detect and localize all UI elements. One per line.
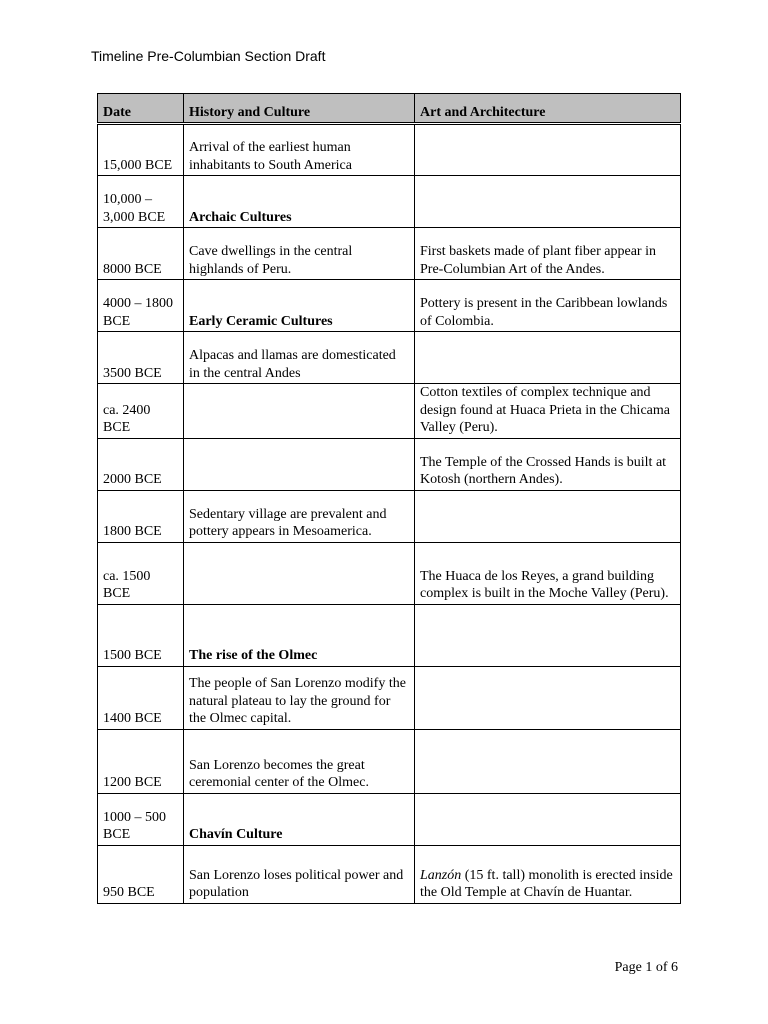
art-cell: [415, 729, 681, 793]
table-row: [98, 729, 681, 793]
art-cell: [415, 666, 681, 729]
art-cell: Cotton textiles of complex technique and design found at Huaca Prieta in the Chicama Valley (Peru).: [415, 384, 681, 439]
header-art-architecture: Art and Architecture: [415, 94, 681, 124]
date-cell: ca. 2400 BCE: [98, 384, 184, 439]
history-cell: Alpacas and llamas are domesticated in the central Andes: [184, 332, 415, 384]
date-cell: 1400 BCE: [98, 666, 184, 729]
date-cell: 8000 BCE: [98, 228, 184, 280]
date-cell: 950 BCE: [98, 845, 184, 903]
history-cell: [184, 542, 415, 604]
art-cell: [415, 176, 681, 228]
table-row: [98, 228, 681, 280]
header-date: Date: [98, 94, 184, 124]
art-cell: [415, 604, 681, 666]
date-cell: 10,000 – 3,000 BCE: [98, 176, 184, 228]
history-cell: Cave dwellings in the central highlands of Peru.: [184, 228, 415, 280]
date-cell: 3500 BCE: [98, 332, 184, 384]
table-row: [98, 332, 681, 384]
date-cell: 2000 BCE: [98, 438, 184, 490]
table-row: [98, 793, 681, 845]
table-row: [98, 542, 681, 604]
art-cell: The Temple of the Crossed Hands is built at Kotosh (northern Andes).: [415, 438, 681, 490]
table-header-row: [98, 94, 681, 124]
history-cell: The people of San Lorenzo modify the natural plateau to lay the ground for the Olmec capital.: [184, 666, 415, 729]
table-row: [98, 490, 681, 542]
art-cell: Pottery is present in the Caribbean lowlands of Colombia.: [415, 280, 681, 332]
table-row: [98, 280, 681, 332]
table-row: [98, 666, 681, 729]
page-number: Page 1 of 6: [614, 960, 678, 975]
date-cell: 15,000 BCE: [98, 124, 184, 176]
table-row: [98, 176, 681, 228]
art-cell: [415, 124, 681, 176]
art-cell: [415, 793, 681, 845]
art-italic-term: Lanzón: [420, 867, 462, 883]
table-row: [98, 845, 681, 903]
art-cell: First baskets made of plant fiber appear in Pre-Columbian Art of the Andes.: [415, 228, 681, 280]
art-cell: The Huaca de los Reyes, a grand building complex is built in the Moche Valley (Peru).: [415, 542, 681, 604]
header-history-culture: History and Culture: [184, 94, 415, 124]
history-cell: Archaic Cultures: [184, 176, 415, 228]
date-cell: 1200 BCE: [98, 729, 184, 793]
history-cell: Arrival of the earliest human inhabitants to South America: [184, 124, 415, 176]
table-row: [98, 124, 681, 176]
history-cell: San Lorenzo loses political power and population: [184, 845, 415, 903]
history-cell: San Lorenzo becomes the great ceremonial center of the Olmec.: [184, 729, 415, 793]
history-cell: Sedentary village are prevalent and pottery appears in Mesoamerica.: [184, 490, 415, 542]
art-cell: [415, 332, 681, 384]
history-cell: Chavín Culture: [184, 793, 415, 845]
art-cell: [415, 490, 681, 542]
table-row: [98, 604, 681, 666]
art-cell: [415, 845, 681, 903]
table-row: [98, 438, 681, 490]
date-cell: 4000 – 1800 BCE: [98, 280, 184, 332]
table-row: [98, 384, 681, 439]
history-cell: [184, 438, 415, 490]
history-cell: [184, 384, 415, 439]
date-cell: 1500 BCE: [98, 604, 184, 666]
history-cell: The rise of the Olmec: [184, 604, 415, 666]
timeline-table: [97, 93, 681, 904]
date-cell: 1000 – 500 BCE: [98, 793, 184, 845]
date-cell: 1800 BCE: [98, 490, 184, 542]
date-cell: ca. 1500 BCE: [98, 542, 184, 604]
history-cell: Early Ceramic Cultures: [184, 280, 415, 332]
document-header: Timeline Pre-Columbian Section Draft: [91, 48, 326, 64]
art-cell-text: (15 ft. tall) monolith is erected inside the Old Temple at Chavín de Huantar.: [420, 867, 673, 900]
